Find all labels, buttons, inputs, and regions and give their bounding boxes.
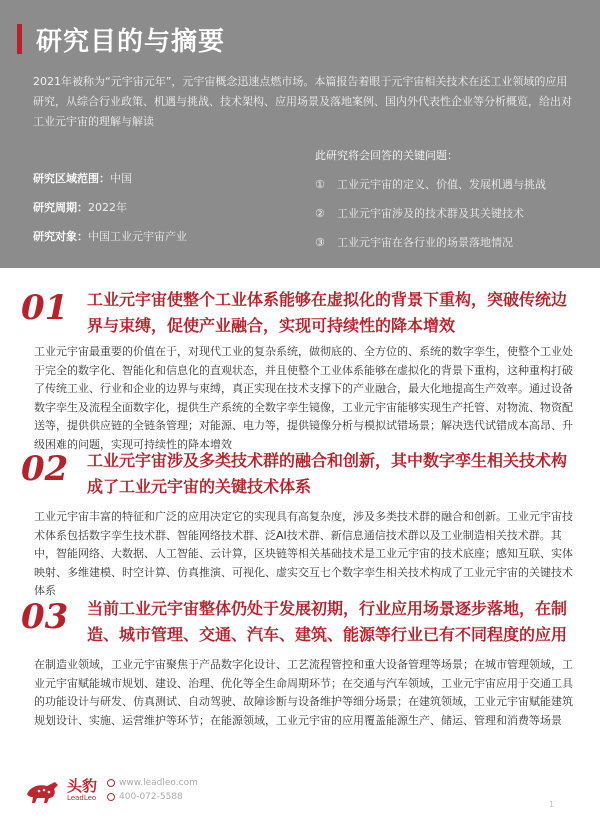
meta-period: 研究周期：2022年 [33,201,127,214]
phone-number: 400-072-5588 [119,792,183,802]
summary-panel [0,0,600,268]
section-number: 01 [21,288,69,328]
question-item: ② 工业元宇宙涉及的技术群及其关键技术 [315,207,524,220]
key-questions [315,146,585,257]
section-02 [0,448,600,601]
section-body: 工业元宇宙丰富的特征和广泛的应用决定它的实现具有高复杂度，涉及多类技术群的融合和创新。工业元宇宙技术体系包括数字孪生技术群、智能网络技术群、泛AI技术群、新信息通信技术群以及工业制造相关技术群。其中，智能网络、大数据、人工智能、云计算，区块链等相关基础技术是工业元宇宙的技术底座；感知互联、实体映射、多维建模、时空计算、仿真推演、可视化、虚实交互七个数字孪生相关技术构成了工业元宇宙的关键技术体系 [34,510,573,598]
globe-icon [107,779,115,787]
title-bar [0,20,225,58]
website-link[interactable]: www.leadleo.com [119,778,198,788]
section-number: 03 [21,597,69,637]
phone-icon [107,793,115,801]
intro-text: 2021年被称为“元宇宙元年”，元宇宙概念迅速点燃市场。本篇报告着眼于元宇宙相关技术在还工业领域的应用研究，从综合行业政策、机遇与挑战、技术架构、应用场景及落地案例、国内外代表性企业等分析概览，给出对工业元宇宙的理解与解读 [33,75,572,128]
section-01 [0,287,600,455]
contact-info [107,776,198,804]
section-body: 在制造业领域，工业元宇宙聚焦于产品数字化设计、工艺流程管控和重大设备管理等场景；在城市管理领域，工业元宇宙赋能城市规划、建设、治理、优化等全生命周期环节；在交通与汽车领域，工业元宇宙应用于交通工具的功能设计与研发、仿真测试、自动驾驶、故障诊断与设备维护等细分场景；在建筑领域，工业元宇宙赋能建筑规划设计、实施、运营维护等环节；在能源领域，工业元宇宙的应用覆盖能源生产、储运、管理和消费等场景 [34,658,573,727]
question-item: ③ 工业元宇宙在各行业的场景落地情况 [315,236,513,249]
section-heading: 工业元宇宙涉及多类技术群的融合和创新，其中数字孪生相关技术构成了工业元宇宙的关键技术体系 [87,451,568,496]
footer [25,776,198,804]
section-03 [0,596,600,730]
research-meta [33,164,293,251]
leopard-logo-icon [25,776,63,804]
section-heading: 工业元宇宙使整个工业体系能够在虚拟化的背景下重构，突破传统边界与束缚，促使产业融合，实现可持续性的降本增效 [87,290,568,335]
page-number: 1 [549,800,555,809]
brand-name: 头豹 LeadLeo [67,776,98,802]
page-title: 研究目的与摘要 [36,26,226,57]
section-body: 工业元宇宙最重要的价值在于，对现代工业的复杂系统，做彻底的、全方位的、系统的数字孪生，使整个工业处于完全的数字化、智能化和信息化的直观状态，并且使整个工业体系能够在虚拟化的背景下重构，这种重构打破了传统工业、行业和企业的边界与束缚，真正实现在技术支撑下的产业融合，最大化地提高生产效率。通过设备数字孪生及流程全面数字化，提供生产系统的全数字孪生镜像，工业元宇宙能够实现生产托管、对物流、物资配送等，提供供应链的全链条管理；对能源、电力等，提供镜像分析与模拟试错场景；解决迭代试错成本高昂、升级困难的问题，实现可持续性的降本增效 [34,345,573,451]
meta-object: 研究对象：中国工业元宇宙产业 [33,230,187,243]
key-questions-title: 此研究将会回答的关键问题： [315,149,458,162]
title-accent [17,24,22,54]
section-number: 02 [21,449,69,489]
question-item: ① 工业元宇宙的定义、价值、发展机遇与挑战 [315,178,546,191]
meta-region: 研究区域范围：中国 [33,172,132,185]
section-heading: 当前工业元宇宙整体仍处于发展初期，行业应用场景逐步落地，在制造、城市管理、交通、汽车、建筑、能源等行业已有不同程度的应用 [87,599,568,644]
